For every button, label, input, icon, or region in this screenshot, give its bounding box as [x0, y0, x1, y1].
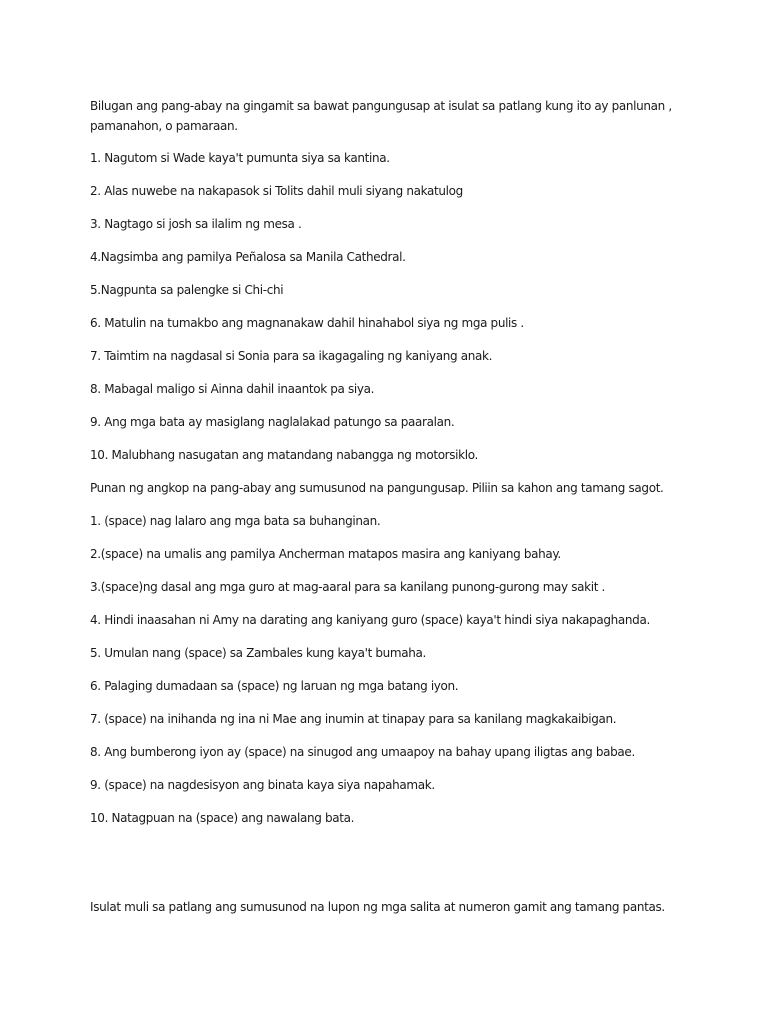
section1-item: 1. Nagutom si Wade kaya't pumunta siya sa kantina. — [90, 151, 390, 165]
section2-item: 3.(space)ng dasal ang mga guro at mag-aaral para sa kanilang punong-gurong may sakit . — [90, 580, 606, 594]
section1-item: 10. Malubhang nasugatan ang matandang nabangga ng motorsiklo. — [90, 448, 478, 462]
section1-item: 8. Mabagal maligo si Ainna dahil inaantok pa siya. — [90, 382, 375, 396]
section3-instructions: Isulat muli sa patlang ang sumusunod na lupon ng mga salita at numeron gamit ang tamang pantas. — [90, 900, 665, 914]
section2-item: 2.(space) na umalis ang pamilya Ancherman matapos masira ang kaniyang bahay. — [90, 547, 561, 561]
section1-item: 5.Nagpunta sa palengke si Chi-chi — [90, 283, 284, 297]
section2-item: 10. Natagpuan na (space) ang nawalang bata. — [90, 811, 355, 825]
section1-item: 3. Nagtago si josh sa ilalim ng mesa . — [90, 217, 302, 231]
section2-item: 6. Palaging dumadaan sa (space) ng laruan ng mga batang iyon. — [90, 679, 459, 693]
section2-item: 5. Umulan nang (space) sa Zambales kung kaya't bumaha. — [90, 646, 426, 660]
section2-item: 4. Hindi inaasahan ni Amy na darating ang kaniyang guro (space) kaya't hindi siya nakapaghanda. — [90, 613, 650, 627]
document-page — [90, 96, 690, 932]
section2-item: 1. (space) nag lalaro ang mga bata sa buhanginan. — [90, 514, 381, 528]
section1-instructions: Bilugan ang pang-abay na gingamit sa bawat pangungusap at isulat sa patlang kung ito ay panlunan , pamanahon, o pamaraan. — [90, 99, 672, 133]
section2-instructions: Punan ng angkop na pang-abay ang sumusunod na pangungusap. Piliin sa kahon ang tamang sagot. — [90, 481, 664, 495]
section2-item: 8. Ang bumberong iyon ay (space) na sinugod ang umaapoy na bahay upang iligtas ang babae. — [90, 745, 635, 759]
section1-item: 6. Matulin na tumakbo ang magnanakaw dahil hinahabol siya ng mga pulis . — [90, 316, 524, 330]
section1-item: 4.Nagsimba ang pamilya Peñalosa sa Manila Cathedral. — [90, 250, 406, 264]
section1-item: 9. Ang mga bata ay masiglang naglalakad patungo sa paaralan. — [90, 415, 455, 429]
section2-item: 7. (space) na inihanda ng ina ni Mae ang inumin at tinapay para sa kanilang magkakaibigan. — [90, 712, 617, 726]
section1-item: 2. Alas nuwebe na nakapasok si Tolits dahil muli siyang nakatulog — [90, 184, 463, 198]
section1-item: 7. Taimtim na nagdasal si Sonia para sa ikagagaling ng kaniyang anak. — [90, 349, 493, 363]
blank-space — [90, 843, 690, 899]
section2-item: 9. (space) na nagdesisyon ang binata kaya siya napahamak. — [90, 778, 435, 792]
